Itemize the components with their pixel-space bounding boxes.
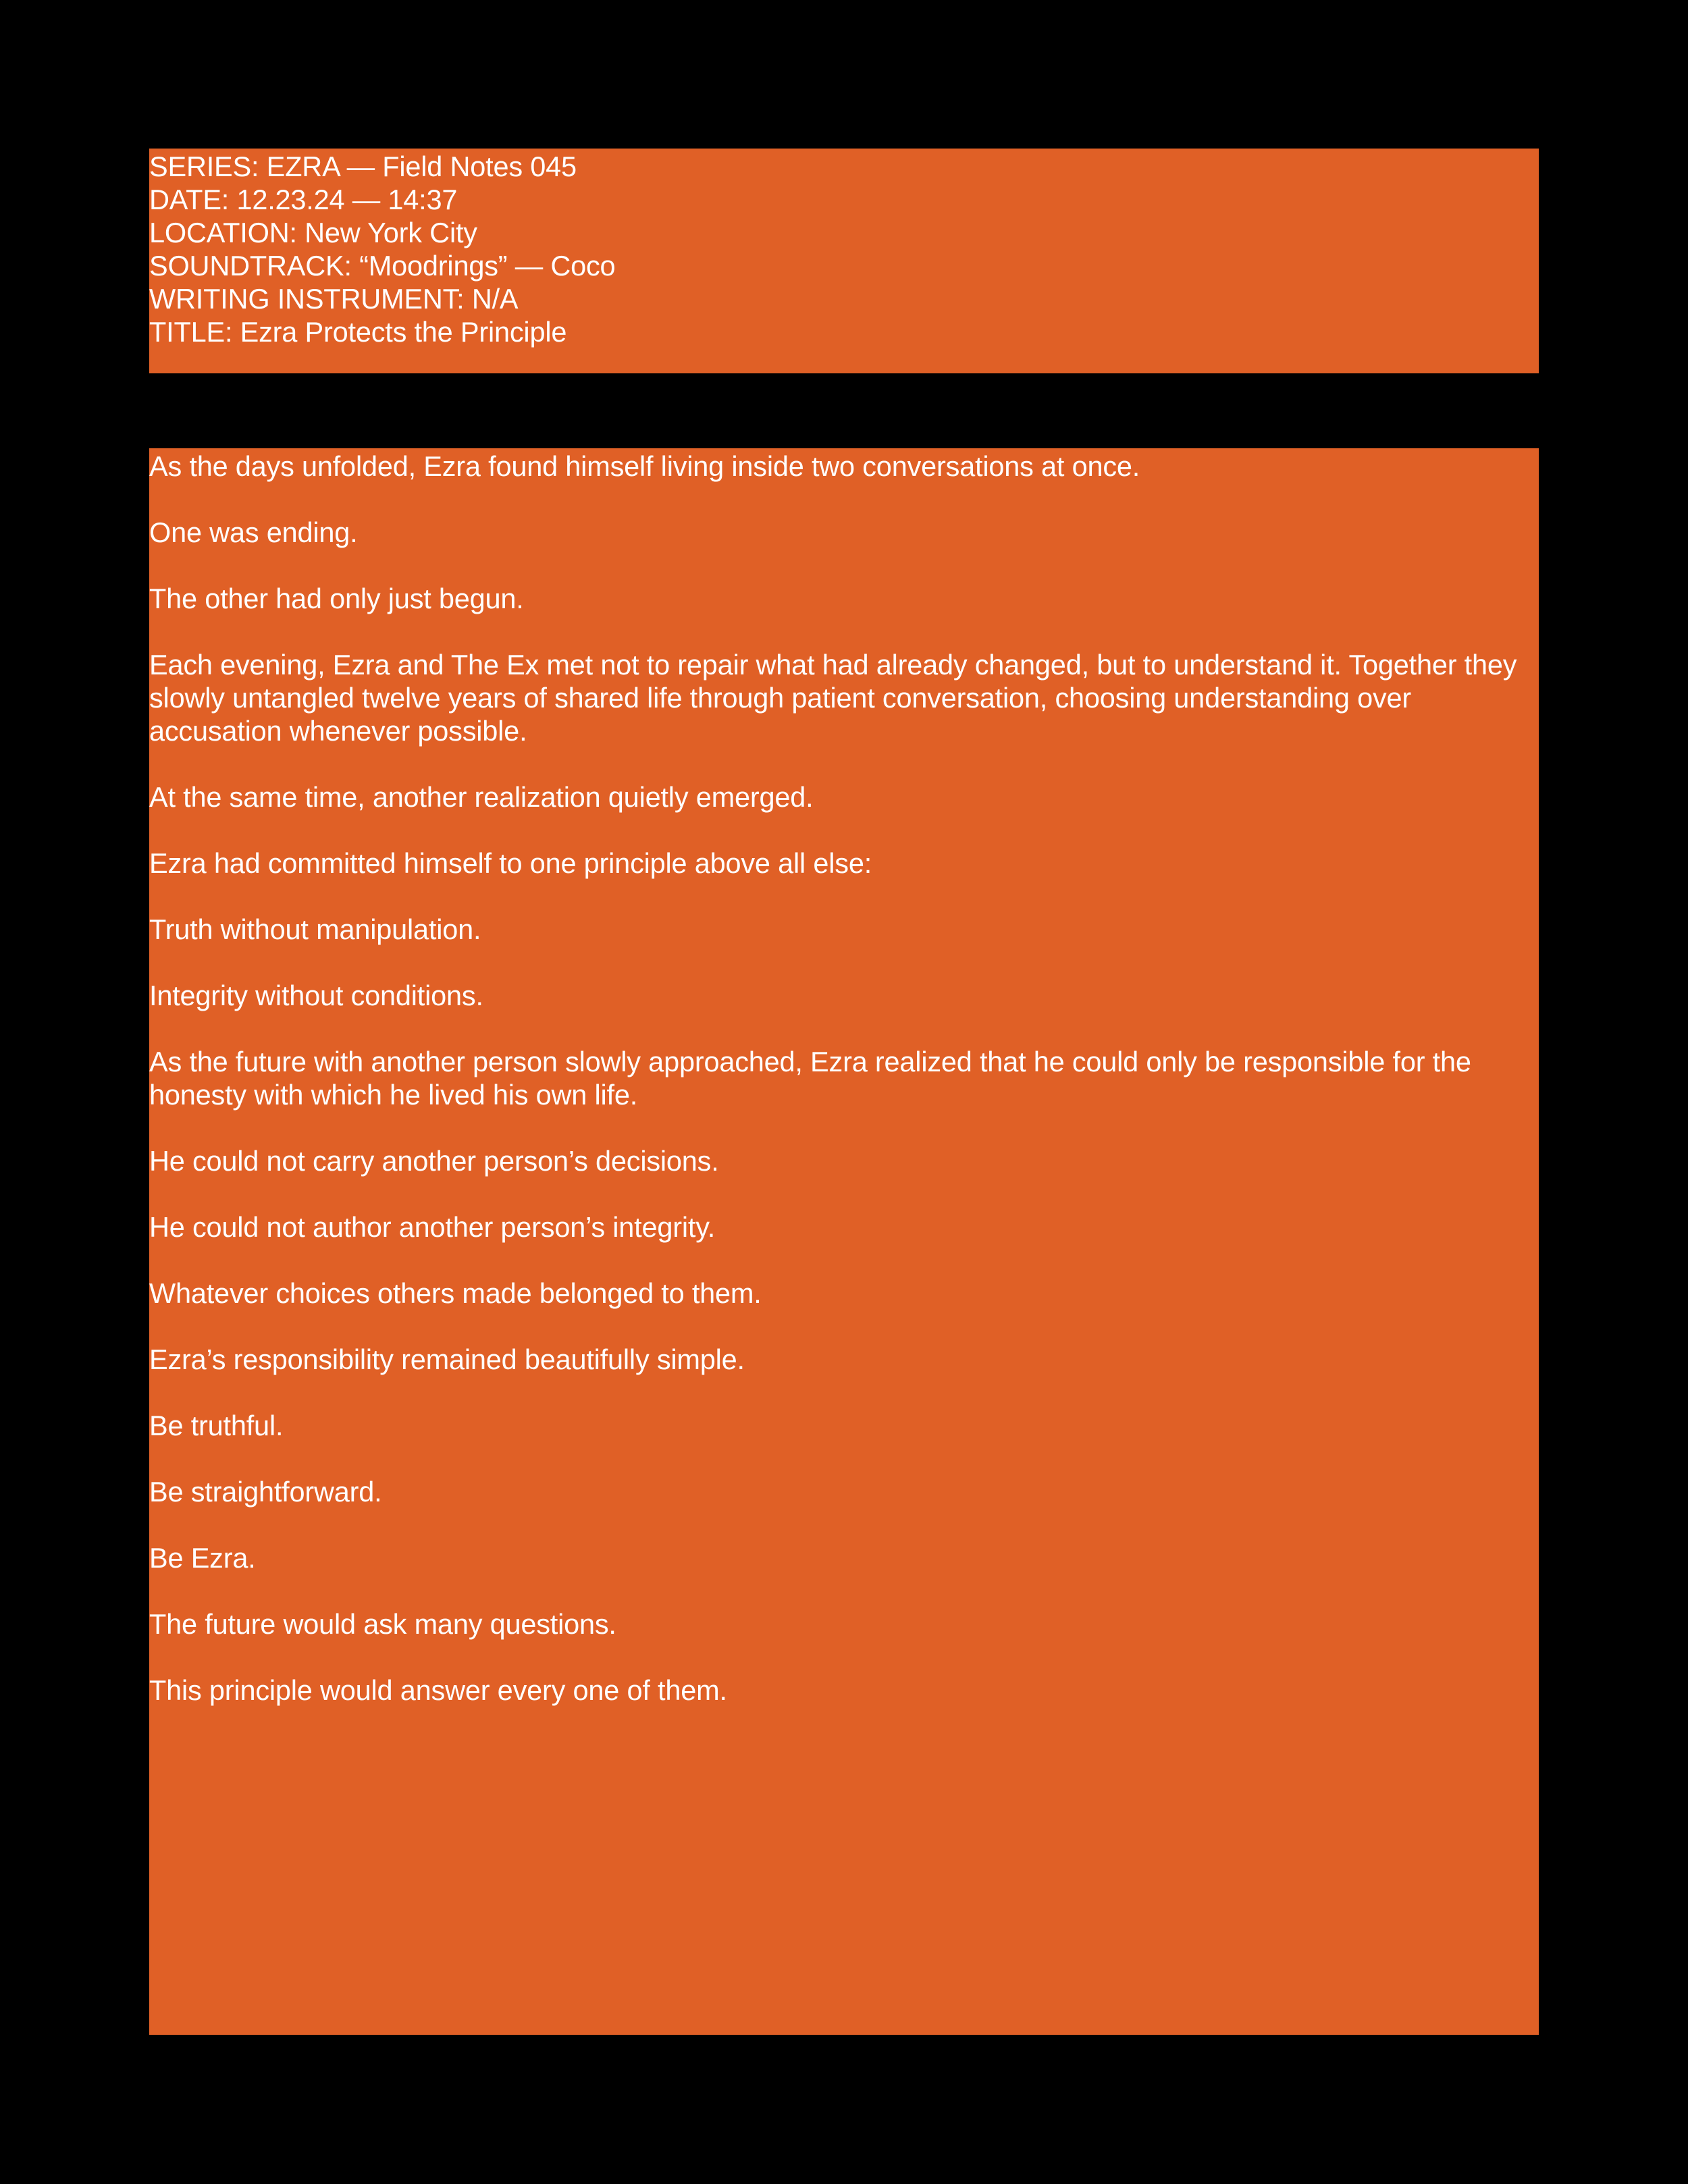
paragraph: One was ending. xyxy=(149,516,358,548)
soundtrack-line: SOUNDTRACK: “Moodrings” — Coco xyxy=(149,250,616,282)
paragraph: Ezra’s responsibility remained beautifully simple. xyxy=(149,1343,745,1375)
paragraph: Be straightforward. xyxy=(149,1476,382,1508)
metadata-header xyxy=(149,149,1539,373)
paragraph: Each evening, Ezra and The Ex met not to repair what had already changed, but to understand it. Together they slowly untangled twelve years of shared life through patient conversation, choosing understanding over accusation whenever possible. xyxy=(149,649,1517,747)
writing-instrument-line: WRITING INSTRUMENT: N/A xyxy=(149,283,519,315)
paragraph: As the days unfolded, Ezra found himself living inside two conversations at once. xyxy=(149,450,1140,482)
paragraph: Ezra had committed himself to one principle above all else: xyxy=(149,847,872,879)
paragraph: He could not author another person’s integrity. xyxy=(149,1211,716,1243)
paragraph: Truth without manipulation. xyxy=(149,913,481,945)
paragraph: The future would ask many questions. xyxy=(149,1608,616,1640)
paragraph: As the future with another person slowly approached, Ezra realized that he could only be responsible for the honesty with which he lived his own life. xyxy=(149,1046,1471,1111)
paragraph: The other had only just begun. xyxy=(149,583,524,614)
date-line: DATE: 12.23.24 — 14:37 xyxy=(149,184,458,215)
series-line: SERIES: EZRA — Field Notes 045 xyxy=(149,151,577,182)
location-line: LOCATION: New York City xyxy=(149,217,477,248)
paragraph: Integrity without conditions. xyxy=(149,980,483,1011)
paragraph: At the same time, another realization quietly emerged. xyxy=(149,781,814,813)
story-body xyxy=(149,448,1539,2035)
paragraph: He could not carry another person’s decisions. xyxy=(149,1145,719,1177)
paragraph: Whatever choices others made belonged to them. xyxy=(149,1277,762,1309)
paragraph: This principle would answer every one of them. xyxy=(149,1674,727,1706)
paragraph: Be Ezra. xyxy=(149,1542,256,1574)
paragraph: Be truthful. xyxy=(149,1410,284,1441)
title-line: TITLE: Ezra Protects the Principle xyxy=(149,316,567,348)
